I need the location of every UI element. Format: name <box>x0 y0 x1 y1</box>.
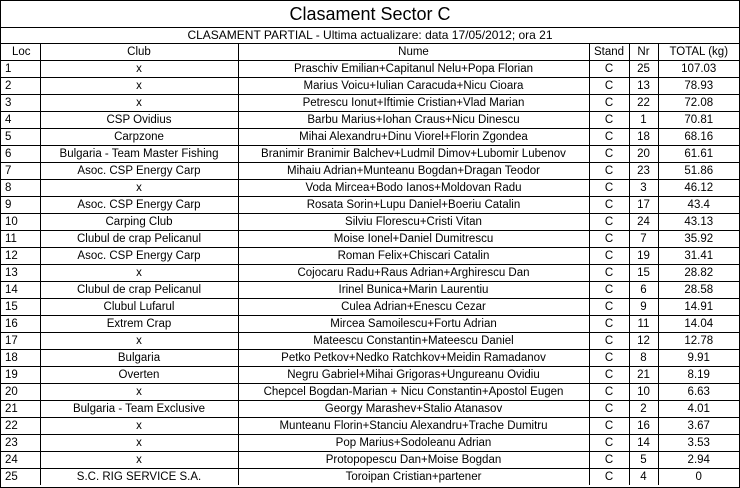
column-header-stand: Stand <box>589 44 629 61</box>
cell-club: Asoc. CSP Energy Carp <box>40 248 238 265</box>
cell-club: CSP Ovidius <box>40 112 238 129</box>
table-row <box>1 469 739 486</box>
cell-nume: Barbu Marius+Iohan Craus+Nicu Dinescu <box>238 112 589 129</box>
cell-stand: C <box>589 197 629 214</box>
table-row <box>1 418 739 435</box>
table-row <box>1 112 739 129</box>
cell-total: 3.67 <box>658 418 739 435</box>
cell-nr: 3 <box>629 180 658 197</box>
cell-total: 12.78 <box>658 333 739 350</box>
cell-stand: C <box>589 112 629 129</box>
cell-total: 78.93 <box>658 78 739 95</box>
cell-stand: C <box>589 95 629 112</box>
cell-nume: Petko Petkov+Nedko Ratchkov+Meidin Ramadanov <box>238 350 589 367</box>
cell-nr: 4 <box>629 469 658 486</box>
cell-loc: 11 <box>1 231 40 248</box>
cell-total: 14.91 <box>658 299 739 316</box>
cell-stand: C <box>589 418 629 435</box>
cell-total: 35.92 <box>658 231 739 248</box>
cell-nr: 9 <box>629 299 658 316</box>
cell-nume: Branimir Branimir Balchev+Ludmil Dimov+Lubomir Lubenov <box>238 146 589 163</box>
cell-nume: Toroipan Cristian+partener <box>238 469 589 486</box>
cell-club: x <box>40 435 238 452</box>
cell-stand: C <box>589 78 629 95</box>
cell-nr: 18 <box>629 129 658 146</box>
cell-nr: 21 <box>629 367 658 384</box>
cell-club: Carping Club <box>40 214 238 231</box>
cell-total: 0 <box>658 469 739 486</box>
cell-stand: C <box>589 384 629 401</box>
table-row <box>1 78 739 95</box>
table-row <box>1 129 739 146</box>
cell-total: 9.91 <box>658 350 739 367</box>
cell-loc: 9 <box>1 197 40 214</box>
cell-nume: Rosata Sorin+Lupu Daniel+Boeriu Catalin <box>238 197 589 214</box>
column-header-total: TOTAL (kg) <box>658 44 739 61</box>
cell-total: 8.19 <box>658 367 739 384</box>
cell-loc: 16 <box>1 316 40 333</box>
cell-club: Bulgaria - Team Master Fishing <box>40 146 238 163</box>
cell-nr: 5 <box>629 452 658 469</box>
cell-nume: Roman Felix+Chiscari Catalin <box>238 248 589 265</box>
cell-club: Carpzone <box>40 129 238 146</box>
cell-loc: 14 <box>1 282 40 299</box>
cell-loc: 3 <box>1 95 40 112</box>
cell-nume: Chepcel Bogdan-Marian + Nicu Constantin+Apostol Eugen <box>238 384 589 401</box>
cell-nr: 8 <box>629 350 658 367</box>
cell-club: x <box>40 384 238 401</box>
column-header-nr: Nr <box>629 44 658 61</box>
cell-nr: 14 <box>629 435 658 452</box>
table-row <box>1 146 739 163</box>
cell-nume: Moise Ionel+Daniel Dumitrescu <box>238 231 589 248</box>
cell-nume: Mihaiu Adrian+Munteanu Bogdan+Dragan Teodor <box>238 163 589 180</box>
cell-total: 70.81 <box>658 112 739 129</box>
table-body <box>1 61 739 486</box>
cell-stand: C <box>589 248 629 265</box>
cell-nr: 16 <box>629 418 658 435</box>
cell-loc: 19 <box>1 367 40 384</box>
cell-stand: C <box>589 282 629 299</box>
cell-stand: C <box>589 61 629 78</box>
table-row <box>1 61 739 78</box>
cell-club: x <box>40 265 238 282</box>
cell-total: 28.58 <box>658 282 739 299</box>
cell-loc: 24 <box>1 452 40 469</box>
cell-nr: 11 <box>629 316 658 333</box>
cell-loc: 1 <box>1 61 40 78</box>
cell-total: 3.53 <box>658 435 739 452</box>
table-row <box>1 248 739 265</box>
cell-club: Bulgaria - Team Exclusive <box>40 401 238 418</box>
cell-nr: 1 <box>629 112 658 129</box>
cell-club: Bulgaria <box>40 350 238 367</box>
column-header-club: Club <box>40 44 238 61</box>
cell-club: x <box>40 180 238 197</box>
update-subtitle: CLASAMENT PARTIAL - Ultima actualizare: data 17/05/2012; ora 21 <box>1 28 739 44</box>
cell-club: x <box>40 452 238 469</box>
cell-nume: Voda Mircea+Bodo Ianos+Moldovan Radu <box>238 180 589 197</box>
cell-stand: C <box>589 316 629 333</box>
cell-club: S.C. RIG SERVICE S.A. <box>40 469 238 486</box>
cell-club: Clubul de crap Pelicanul <box>40 231 238 248</box>
table-row <box>1 401 739 418</box>
cell-stand: C <box>589 146 629 163</box>
cell-loc: 5 <box>1 129 40 146</box>
cell-total: 4.01 <box>658 401 739 418</box>
table-row <box>1 282 739 299</box>
cell-total: 46.12 <box>658 180 739 197</box>
cell-total: 61.61 <box>658 146 739 163</box>
cell-stand: C <box>589 163 629 180</box>
table-row <box>1 180 739 197</box>
cell-club: Clubul Lufarul <box>40 299 238 316</box>
cell-stand: C <box>589 214 629 231</box>
table-row <box>1 95 739 112</box>
cell-nr: 13 <box>629 78 658 95</box>
cell-nume: Culea Adrian+Enescu Cezar <box>238 299 589 316</box>
column-header-nume: Nume <box>238 44 589 61</box>
cell-nr: 2 <box>629 401 658 418</box>
table-row <box>1 384 739 401</box>
cell-nr: 12 <box>629 333 658 350</box>
cell-loc: 18 <box>1 350 40 367</box>
cell-stand: C <box>589 350 629 367</box>
table-row <box>1 214 739 231</box>
table-row <box>1 316 739 333</box>
cell-nume: Protopopescu Dan+Moise Bogdan <box>238 452 589 469</box>
cell-loc: 4 <box>1 112 40 129</box>
cell-club: x <box>40 418 238 435</box>
cell-nr: 7 <box>629 231 658 248</box>
cell-stand: C <box>589 333 629 350</box>
cell-club: x <box>40 95 238 112</box>
cell-nume: Mihai Alexandru+Dinu Viorel+Florin Zgondea <box>238 129 589 146</box>
cell-nr: 24 <box>629 214 658 231</box>
cell-nume: Petrescu Ionut+Iftimie Cristian+Vlad Marian <box>238 95 589 112</box>
cell-loc: 6 <box>1 146 40 163</box>
cell-stand: C <box>589 452 629 469</box>
table-row <box>1 231 739 248</box>
table-row <box>1 333 739 350</box>
cell-loc: 22 <box>1 418 40 435</box>
cell-total: 68.16 <box>658 129 739 146</box>
page-title: Clasament Sector C <box>1 1 739 28</box>
cell-total: 6.63 <box>658 384 739 401</box>
cell-nume: Cojocaru Radu+Raus Adrian+Arghirescu Dan <box>238 265 589 282</box>
cell-nume: Mircea Samoilescu+Fortu Adrian <box>238 316 589 333</box>
cell-nr: 20 <box>629 146 658 163</box>
cell-club: x <box>40 78 238 95</box>
table-row <box>1 299 739 316</box>
cell-loc: 7 <box>1 163 40 180</box>
cell-loc: 23 <box>1 435 40 452</box>
cell-club: x <box>40 61 238 78</box>
cell-nr: 25 <box>629 61 658 78</box>
cell-stand: C <box>589 265 629 282</box>
table-row <box>1 265 739 282</box>
cell-total: 31.41 <box>658 248 739 265</box>
cell-club: Clubul de crap Pelicanul <box>40 282 238 299</box>
cell-stand: C <box>589 129 629 146</box>
table-row <box>1 163 739 180</box>
cell-total: 72.08 <box>658 95 739 112</box>
cell-stand: C <box>589 231 629 248</box>
cell-total: 107.03 <box>658 61 739 78</box>
cell-nume: Munteanu Florin+Stanciu Alexandru+Trache Dumitru <box>238 418 589 435</box>
cell-nr: 17 <box>629 197 658 214</box>
cell-stand: C <box>589 435 629 452</box>
cell-nume: Silviu Florescu+Cristi Vitan <box>238 214 589 231</box>
cell-club: Asoc. CSP Energy Carp <box>40 163 238 180</box>
cell-stand: C <box>589 401 629 418</box>
table-row <box>1 350 739 367</box>
cell-nr: 6 <box>629 282 658 299</box>
cell-stand: C <box>589 180 629 197</box>
cell-nume: Pop Marius+Sodoleanu Adrian <box>238 435 589 452</box>
cell-club: Overten <box>40 367 238 384</box>
cell-nume: Irinel Bunica+Marin Laurentiu <box>238 282 589 299</box>
cell-total: 43.4 <box>658 197 739 214</box>
cell-total: 43.13 <box>658 214 739 231</box>
cell-stand: C <box>589 469 629 486</box>
cell-nr: 23 <box>629 163 658 180</box>
cell-club: x <box>40 333 238 350</box>
table-row <box>1 197 739 214</box>
cell-stand: C <box>589 299 629 316</box>
table-row <box>1 452 739 469</box>
standings-table <box>1 44 739 485</box>
cell-nr: 10 <box>629 384 658 401</box>
cell-loc: 25 <box>1 469 40 486</box>
cell-loc: 2 <box>1 78 40 95</box>
cell-loc: 10 <box>1 214 40 231</box>
column-header-loc: Loc <box>1 44 40 61</box>
cell-loc: 21 <box>1 401 40 418</box>
cell-stand: C <box>589 367 629 384</box>
cell-nume: Praschiv Emilian+Capitanul Nelu+Popa Florian <box>238 61 589 78</box>
cell-nume: Marius Voicu+Iulian Caracuda+Nicu Cioara <box>238 78 589 95</box>
cell-loc: 13 <box>1 265 40 282</box>
table-row <box>1 435 739 452</box>
cell-total: 2.94 <box>658 452 739 469</box>
cell-total: 51.86 <box>658 163 739 180</box>
cell-nume: Negru Gabriel+Mihai Grigoras+Ungureanu Ovidiu <box>238 367 589 384</box>
cell-loc: 17 <box>1 333 40 350</box>
cell-nr: 19 <box>629 248 658 265</box>
cell-total: 14.04 <box>658 316 739 333</box>
cell-nume: Mateescu Constantin+Mateescu Daniel <box>238 333 589 350</box>
table-row <box>1 367 739 384</box>
cell-loc: 12 <box>1 248 40 265</box>
cell-nr: 22 <box>629 95 658 112</box>
cell-nume: Georgy Marashev+Stalio Atanasov <box>238 401 589 418</box>
table-header-row <box>1 44 739 61</box>
cell-loc: 20 <box>1 384 40 401</box>
cell-loc: 8 <box>1 180 40 197</box>
cell-loc: 15 <box>1 299 40 316</box>
cell-total: 28.82 <box>658 265 739 282</box>
cell-nr: 15 <box>629 265 658 282</box>
cell-club: Asoc. CSP Energy Carp <box>40 197 238 214</box>
cell-club: Extrem Crap <box>40 316 238 333</box>
